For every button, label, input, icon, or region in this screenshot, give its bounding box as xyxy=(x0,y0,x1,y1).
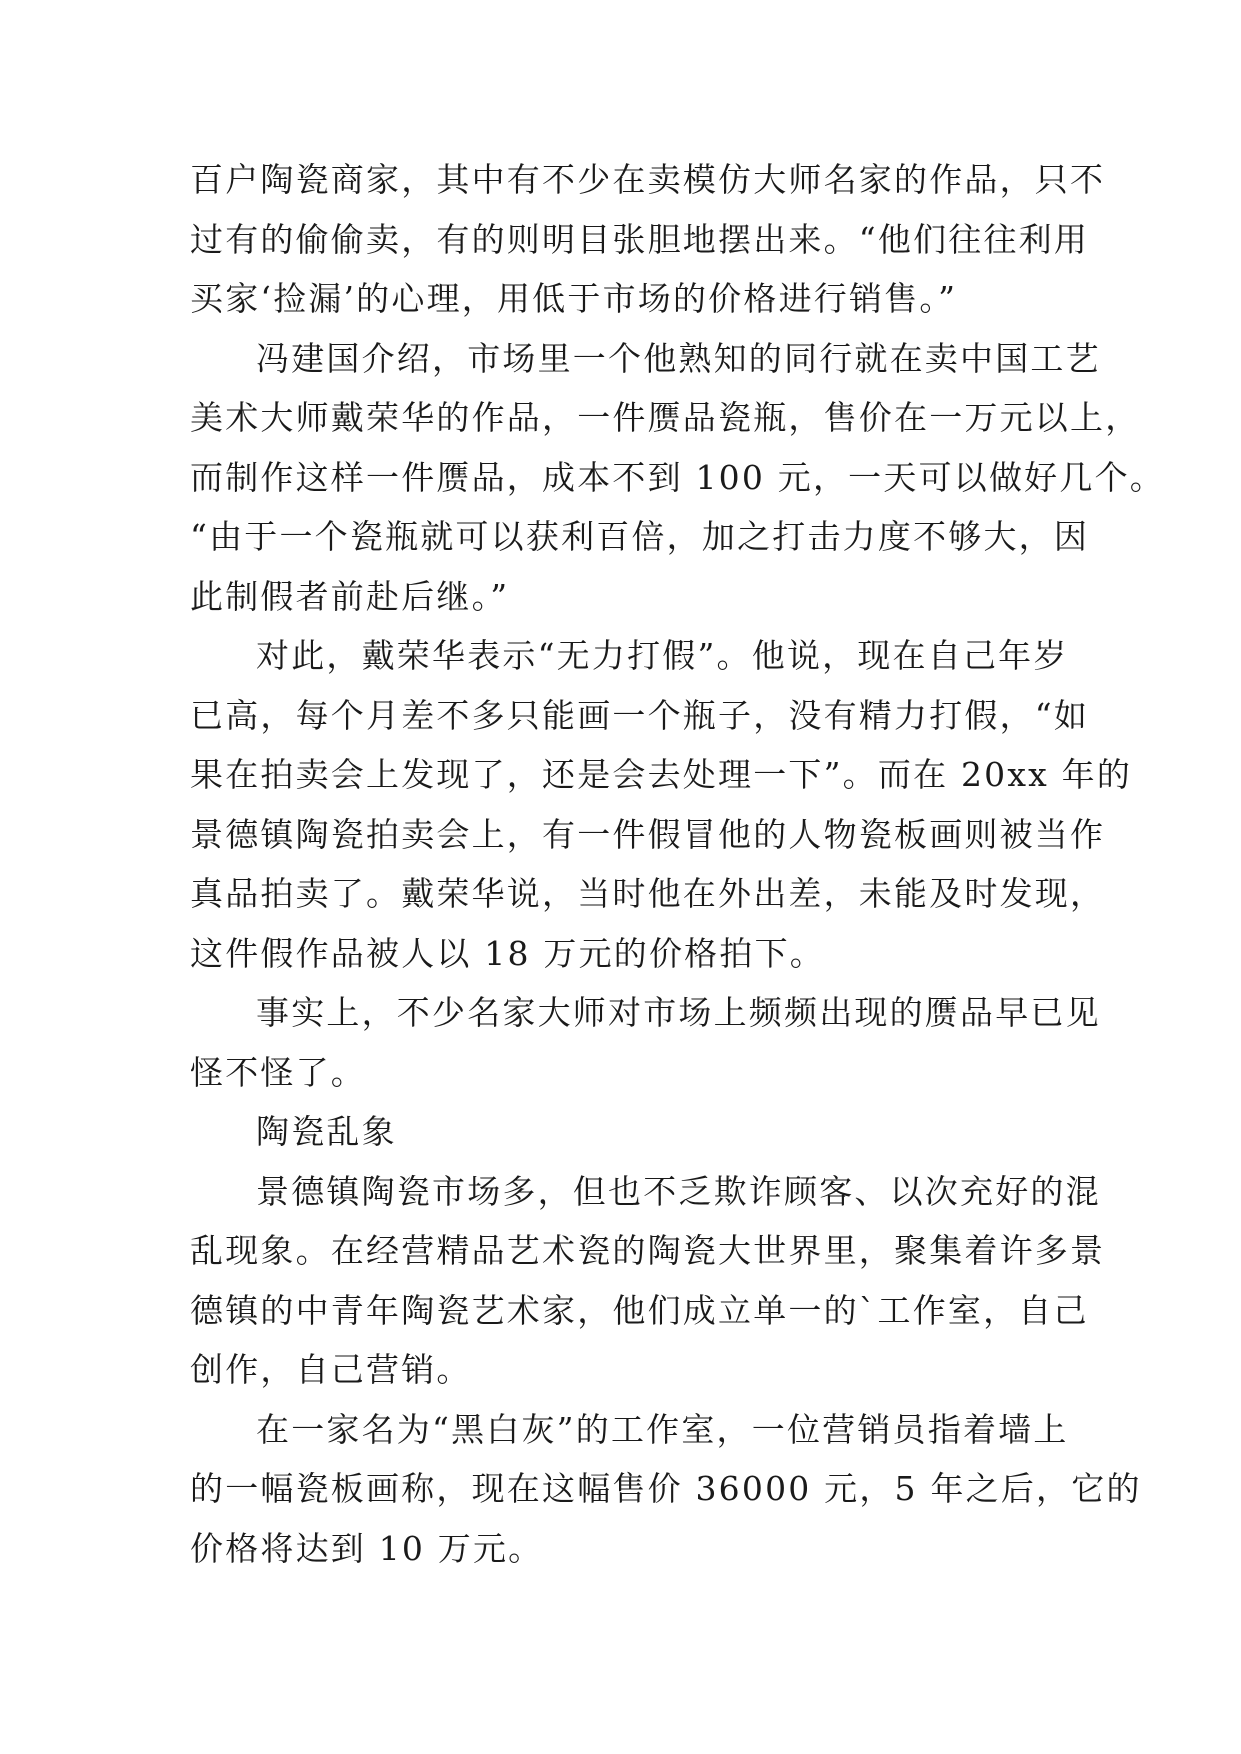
text-line: 百户陶瓷商家，其中有不少在卖模仿大师名家的作品，只不 xyxy=(190,160,1106,199)
text-line: 已高，每个月差不多只能画一个瓶子，没有精力打假，“如 xyxy=(190,695,1090,735)
text-line: 美术大师戴荣华的作品，一件赝品瓷瓶，售价在一万元以上， xyxy=(190,398,1141,437)
text-line: 过有的偷偷卖，有的则明目张胆地摆出来。“他们往往利用 xyxy=(190,219,1090,259)
text-line: 的一幅瓷板画称，现在这幅售价 36000 元，5 年之后，它的 xyxy=(190,1469,1142,1508)
text-line: 这件假作品被人以 18 万元的价格拍下。 xyxy=(190,933,825,973)
text-line: 德镇的中青年陶瓷艺术家，他们成立单一的`工作室，自己 xyxy=(190,1290,1089,1330)
text-line: 冯建国介绍，市场里一个他熟知的同行就在卖中国工艺 xyxy=(256,338,1101,378)
text-line: 乱现象。在经营精品艺术瓷的陶瓷大世界里，聚集着许多景 xyxy=(190,1231,1106,1270)
text-line: 创作，自己营销。 xyxy=(190,1350,472,1389)
text-line: “由于一个瓷瓶就可以获利百倍，加之打击力度不够大，因 xyxy=(190,517,1090,556)
text-line: 景德镇陶瓷市场多，但也不乏欺诈顾客、以次充好的混 xyxy=(256,1171,1101,1211)
text-line: 陶瓷乱象 xyxy=(256,1112,397,1151)
text-line: 怪不怪了。 xyxy=(190,1052,366,1092)
text-line: 真品拍卖了。戴荣华说，当时他在外出差，未能及时发现， xyxy=(190,874,1106,913)
document-body xyxy=(190,150,1165,1578)
text-line: 在一家名为“黑白灰”的工作室，一位营销员指着墙上 xyxy=(256,1409,1069,1449)
text-line: 景德镇陶瓷拍卖会上，有一件假冒他的人物瓷板画则被当作 xyxy=(190,814,1106,854)
text-line: 对此，戴荣华表示“无力打假”。他说，现在自己年岁 xyxy=(256,636,1069,675)
text-line: 事实上，不少名家大师对市场上频频出现的赝品早已见 xyxy=(256,993,1101,1032)
text-line: 而制作这样一件赝品，成本不到 100 元，一天可以做好几个。 xyxy=(190,457,1165,497)
text-line: 价格将达到 10 万元。 xyxy=(190,1528,544,1568)
text-line: 买家‘捡漏’的心理，用低于市场的价格进行销售。” xyxy=(190,279,958,318)
text-line: 此制假者前赴后继。” xyxy=(190,576,510,616)
text-line: 果在拍卖会上发现了，还是会去处理一下”。而在 20xx 年的 xyxy=(190,755,1133,794)
